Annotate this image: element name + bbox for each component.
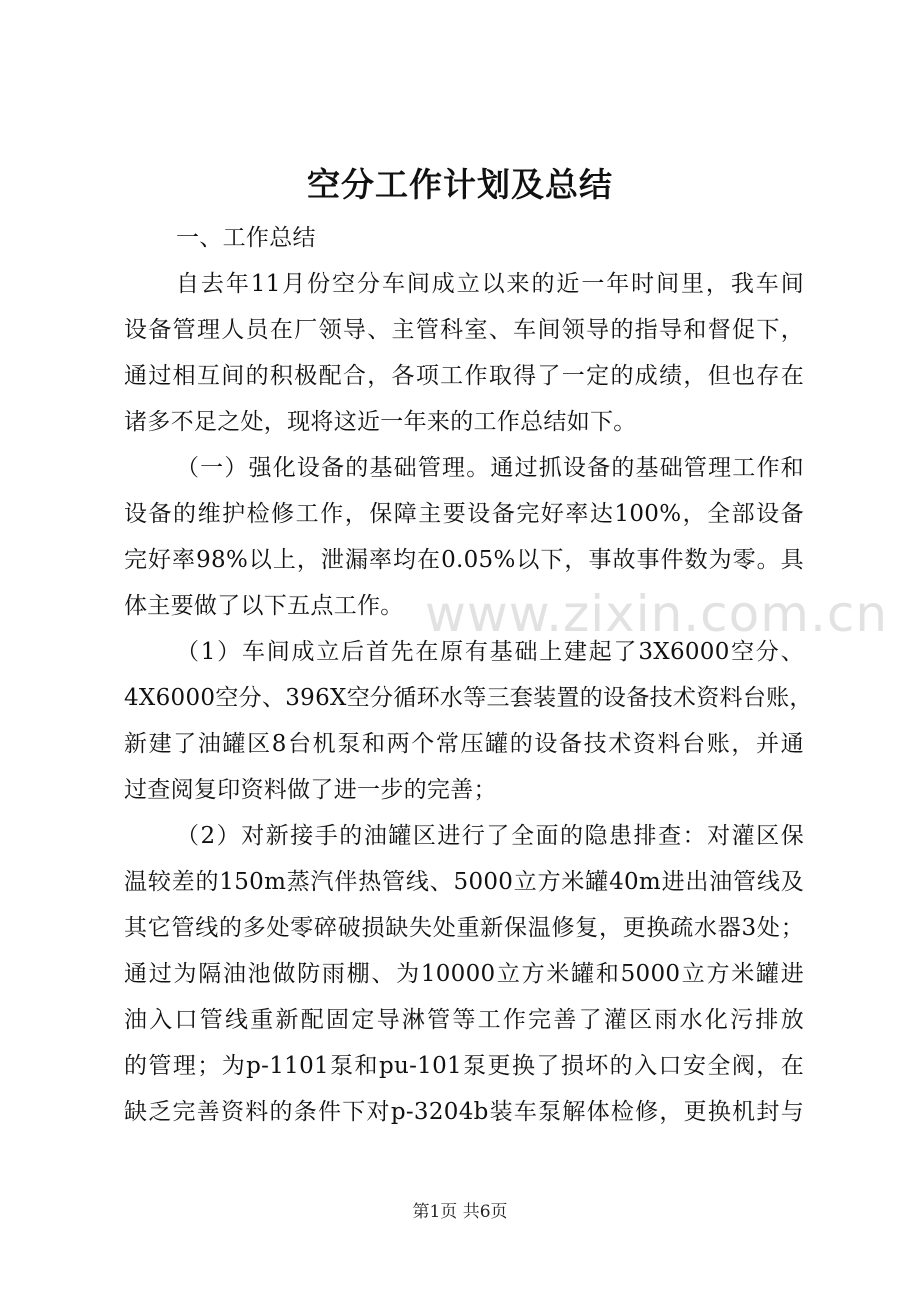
paragraph-line: （1）车间成立后首先在原有基础上建起了3X6000空分、 — [176, 639, 804, 665]
paragraph-line: 通过相互间的积极配合，各项工作取得了一定的成绩，但也存在 — [124, 363, 804, 389]
page-footer: 第1页 共6页 — [412, 1202, 508, 1222]
paragraph-line: 通过为隔油池做防雨棚、为10000立方米罐和5000立方米罐进 — [124, 961, 804, 987]
paragraph-line: 过查阅复印资料做了进一步的完善； — [124, 777, 497, 803]
paragraph-line: 诸多不足之处，现将这近一年来的工作总结如下。 — [124, 409, 637, 435]
section-heading: 一、工作总结 — [176, 225, 316, 251]
paragraph-line: 设备管理人员在厂领导、主管科室、车间领导的指导和督促下， — [124, 317, 804, 343]
paragraph-line: 体主要做了以下五点工作。 — [124, 593, 404, 619]
paragraph-line: 完好率98%以上，泄漏率均在0.05%以下，事故事件数为零。具 — [124, 547, 804, 573]
paragraph-line: （2）对新接手的油罐区进行了全面的隐患排查：对灌区保 — [176, 823, 804, 849]
paragraph-line: （一）强化设备的基础管理。通过抓设备的基础管理工作和 — [176, 455, 804, 481]
page-title: 空分工作计划及总结 — [307, 165, 613, 204]
paragraph-line: 其它管线的多处零碎破损缺失处重新保温修复，更换疏水器3处； — [124, 915, 804, 941]
watermark: www.zixin.com.cn — [425, 585, 889, 643]
paragraph-line: 4X6000空分、396X空分循环水等三套装置的设备技术资料台账， — [124, 685, 813, 711]
paragraph-line: 油入口管线重新配固定导淋管等工作完善了灌区雨水化污排放 — [124, 1007, 804, 1033]
paragraph-line: 缺乏完善资料的条件下对p-3204b装车泵解体检修，更换机封与 — [124, 1099, 804, 1125]
paragraph-line: 设备的维护检修工作，保障主要设备完好率达100%，全部设备 — [124, 501, 804, 527]
paragraph-line: 温较差的150m蒸汽伴热管线、5000立方米罐40m进出油管线及 — [124, 869, 804, 895]
paragraph-line: 自去年11月份空分车间成立以来的近一年时间里，我车间 — [176, 271, 804, 297]
paragraph-line: 新建了油罐区8台机泵和两个常压罐的设备技术资料台账，并通 — [124, 731, 804, 757]
paragraph-line: 的管理；为p-1101泵和pu-101泵更换了损坏的入口安全阀，在 — [124, 1053, 804, 1079]
